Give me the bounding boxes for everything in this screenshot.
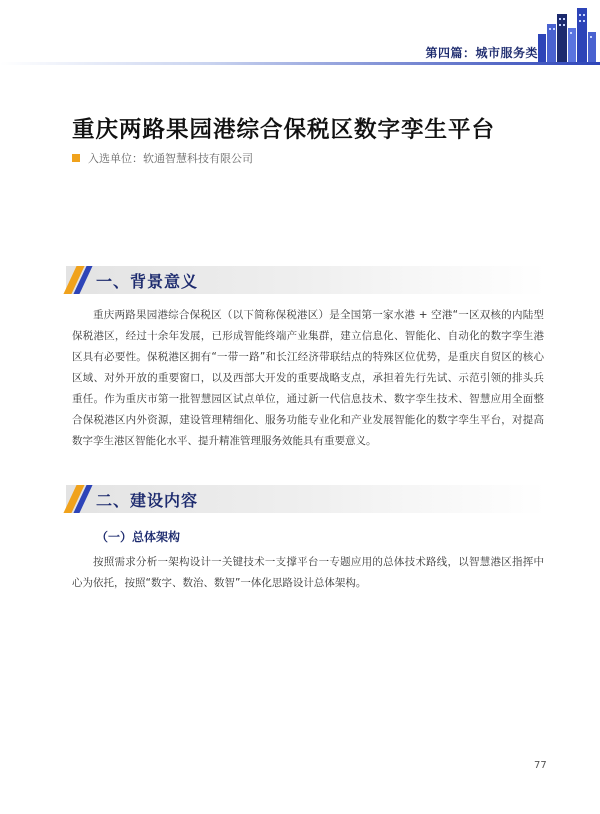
page-title: 重庆两路果园港综合保税区数字孪生平台 (72, 117, 496, 143)
architecture-paragraph: 按照需求分析一架构设计一关键技术一支撑平台一专题应用的总体技术路线，以智慧港区指挥中心为依托，按照“数字、数治、数智”一体化思路设计总体架构。 (72, 556, 544, 589)
selected-unit (72, 150, 253, 166)
selected-unit-text: 入选单位：软通智慧科技有限公司 (88, 152, 253, 165)
section-heading-background (66, 266, 546, 294)
section-heading-text: 一、背景意义 (96, 272, 199, 291)
chapter-label: 第四篇：城市服务类 (425, 46, 538, 60)
page-header (0, 0, 600, 62)
page-number: 77 (534, 760, 547, 771)
background-paragraph: 重庆两路果园港综合保税区（以下简称保税港区）是全国第一家水港 + 空港“一区双核的内陆型保税港区，经过十余年发展，已形成智能终端产业集群，建立信息化、智能化、自动化的数字孪生港区具有必要性。保税港区拥有“一带一路”和长江经济带联结点的特殊区位优势，是重庆自贸区的核心区域、对外开放的重要窗口，以及西部大开发的重要战略支点，承担着先行先试、示范引领的排头兵重任。作为重庆市第一批智慧园区试点单位，通过新一代信息技术、数字孪生技术、智慧应用全面整合保税港区内外资源，建设管理精细化、服务功能专业化和产业发展智能化的数字孪生平台，对提高数字孪生港区智能化水平、提升精准管理服务效能具有重要意义。 (72, 309, 544, 447)
subsection-heading: （一）总体架构 (96, 530, 181, 544)
header-divider (0, 62, 600, 65)
section-heading-text: 二、建设内容 (96, 491, 199, 510)
section-heading-construction (66, 485, 546, 513)
city-skyline-icon (536, 4, 598, 64)
orange-square-icon (72, 154, 80, 162)
